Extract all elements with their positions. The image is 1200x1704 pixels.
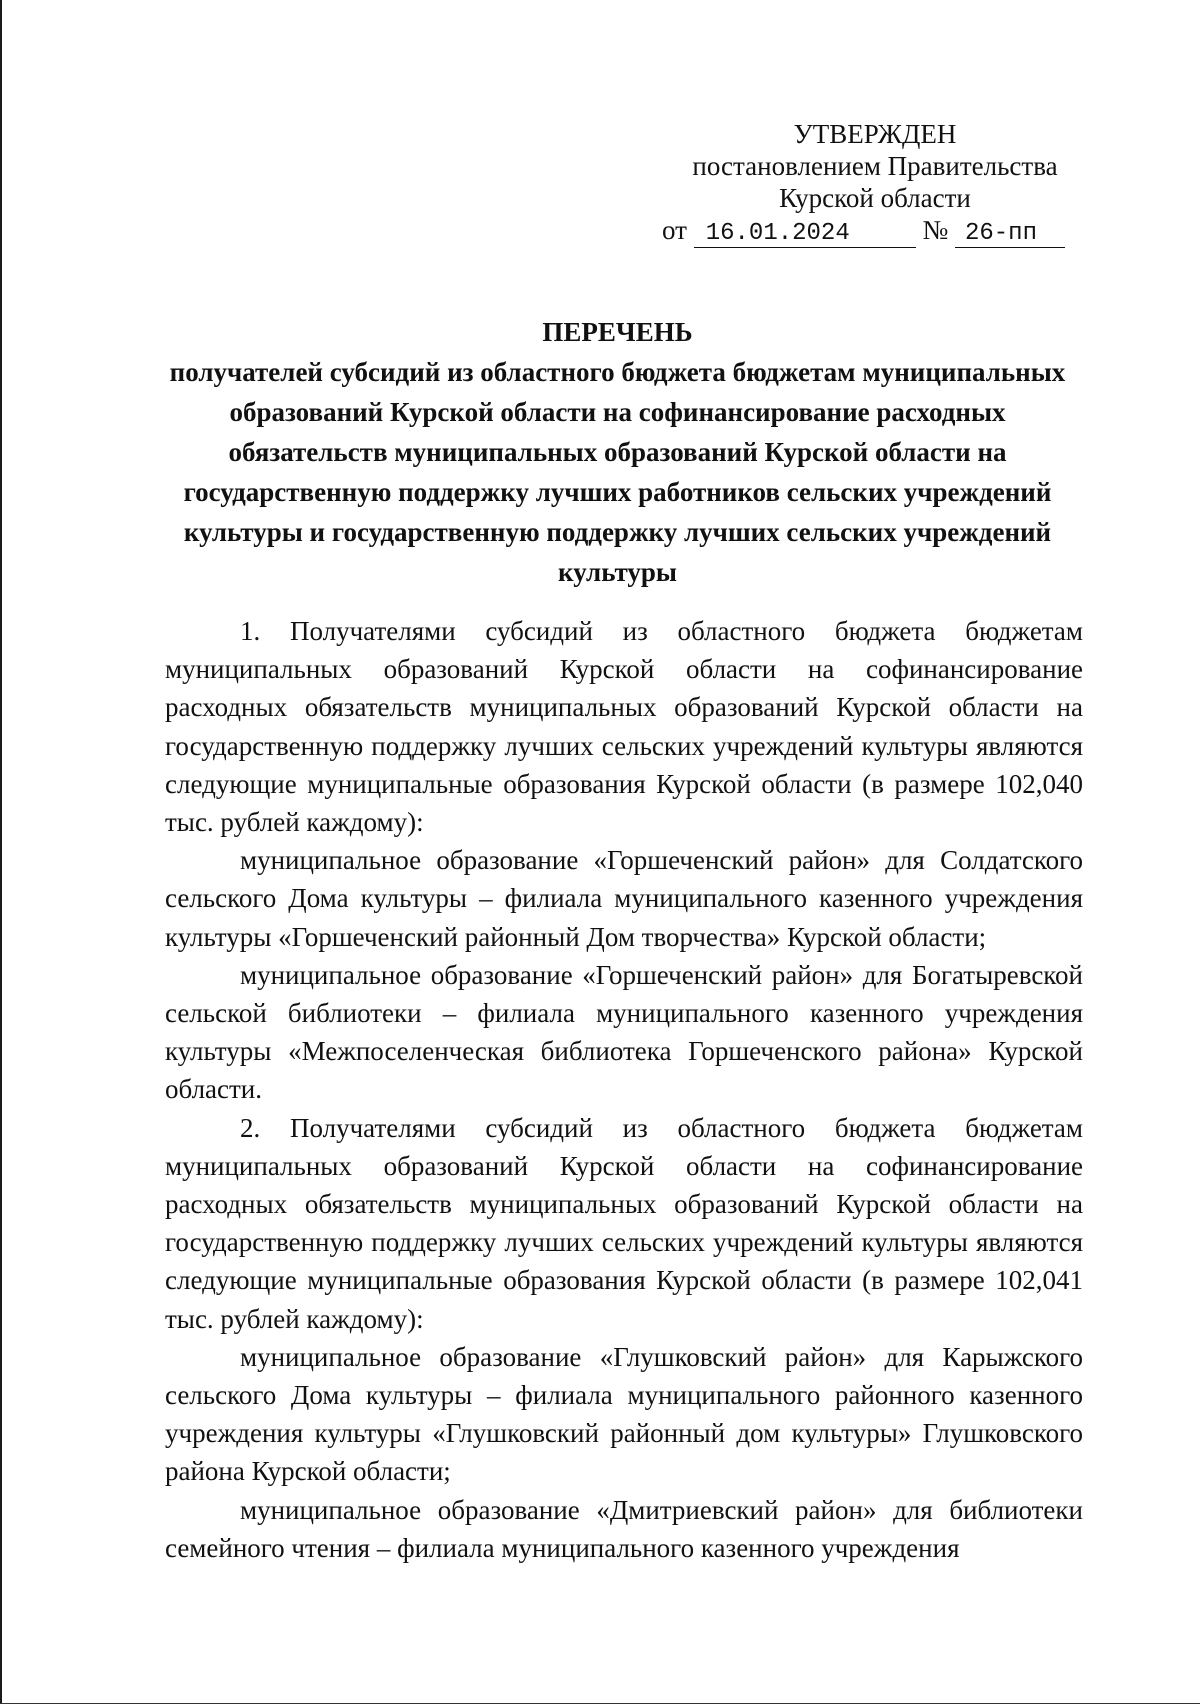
recipient-entry: муниципальное образование «Глушковский район» для Карыжского сельского Дома культуры – филиала муниципального районного казенного учреждения культуры «Глушковский районный дом культуры» Глушковского района Курской области; [165, 1341, 1083, 1487]
decree-date: 16.01.2024 [694, 221, 916, 248]
approval-authority: постановлением Правительства [692, 151, 1058, 181]
scan-edge-left [0, 0, 2, 1704]
date-prefix: от [662, 215, 687, 245]
recipient-entry: муниципальное образование «Дмитриевский район» для библиотеки семейного чтения – филиала муниципального казенного учреждения [165, 1494, 1083, 1563]
title-heading: ПЕРЕЧЕНЬ [542, 317, 693, 347]
document-title [150, 312, 1085, 592]
decree-reference [640, 214, 1110, 248]
approval-region: Курской области [779, 183, 971, 213]
document-body [165, 612, 1083, 1567]
paragraph-item-1: 1. Получателями субсидий из областного бюджета бюджетам муниципальных образований Курской области на софинансирование расходных обязательств муниципальных образований Курской области на государственную поддержку лучших сельских учреждений культуры являются следующие муниципальные образования Курской области (в размере 102,040 тыс. рублей каждому): [165, 616, 1083, 838]
approval-status: УТВЕРЖДЕН [793, 119, 957, 149]
approval-block [640, 118, 1110, 248]
paragraph-item-2: 2. Получателями субсидий из областного бюджета бюджетам муниципальных образований Курской области на софинансирование расходных обязательств муниципальных образований Курской области на государственную поддержку лучших сельских учреждений культуры являются следующие муниципальные образования Курской области (в размере 102,041 тыс. рублей каждому): [165, 1112, 1083, 1334]
title-subtitle: получателей субсидий из областного бюджета бюджетам муниципальных образований Курской области на софинансирование расходных обязательств муниципальных образований Курской области на государственную поддержку лучших работников сельских учреждений культуры и государственную поддержку лучших сельских учреждений культуры [169, 357, 1066, 587]
decree-number: 26-пп [955, 221, 1065, 248]
recipient-entry: муниципальное образование «Горшеченский район» для Богатыревской сельской библиотеки – филиала муниципального казенного учреждения культуры «Межпоселенческая библиотека Горшеченского района» Курской области. [165, 959, 1083, 1105]
number-prefix: № [922, 215, 949, 245]
recipient-entry: муниципальное образование «Горшеченский район» для Солдатского сельского Дома культуры – филиала муниципального казенного учреждения культуры «Горшеченский районный Дом творчества» Курской области; [165, 845, 1083, 952]
